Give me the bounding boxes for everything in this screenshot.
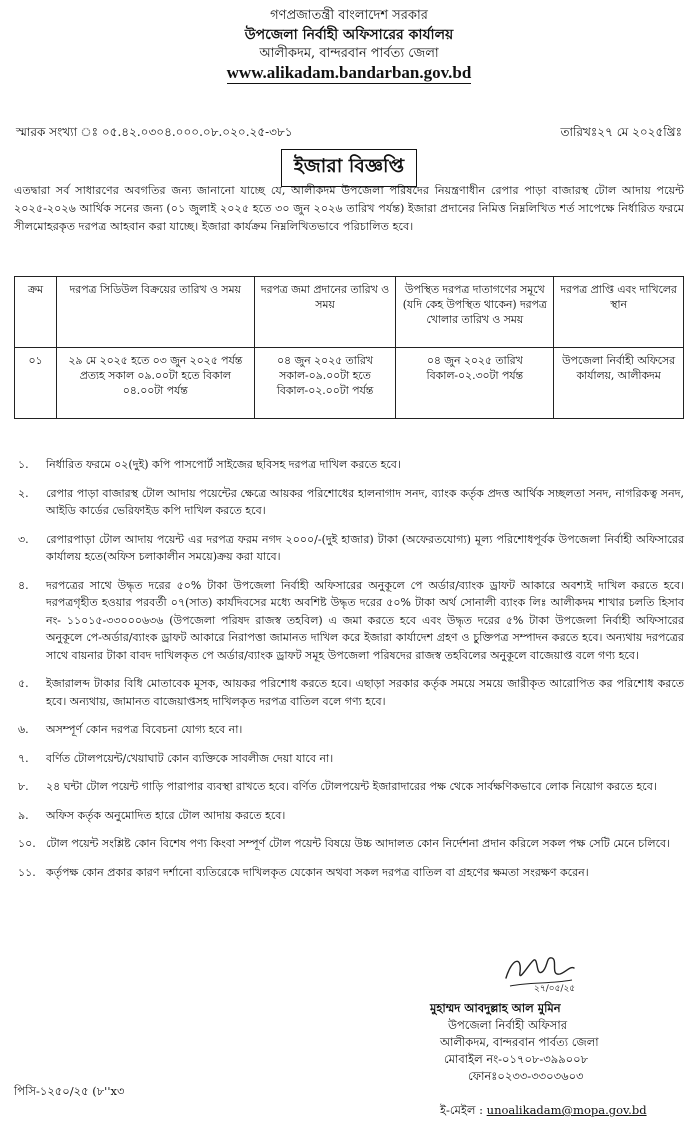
signer-designation: উপজেলা নির্বাহী অফিসার [448,1018,568,1032]
item-number: ১০. [18,837,36,850]
item-number: ৯. [18,808,29,822]
schedule-table [14,276,684,419]
office-name: উপজেলা নির্বাহী অফিসারের কার্যালয় [244,27,454,43]
table-row [15,348,684,419]
item-number: ৫. [18,677,29,690]
signer-email-line [440,1102,647,1121]
table-header-cell: দরপত্র জমা প্রদানের তারিখ ও সময় [254,277,396,348]
list-item [14,675,684,710]
signer-phone: ফোনঃ০২৩৩-৩৩০৩৬০৩ [468,1069,584,1083]
list-item [14,577,684,665]
email-label: ই-মেইল : [440,1103,483,1117]
item-number: ৭. [18,751,29,765]
handwritten-signature [500,950,580,992]
item-number: ৪. [18,578,29,592]
table-cell: উপজেলা নির্বাহী অফিসের কার্যালয়, আলীকদম [554,348,684,419]
email-link[interactable]: unoalikadam@mopa.gov.bd [486,1103,647,1117]
table-header-cell: উপস্থিত দরপত্র দাতাগণের সমূখে (যদি কেহ উপস্থিত থাকেন) দরপত্র খোলার তারিখ ও সময় [396,277,554,348]
item-text: রেপারপাড়া টোল আদায় পয়েন্ট এর দরপত্র ফরম নগদ ২০০০/-(দুই হাজার) টাকা (অফেরতযোগ্য) মূল্য পরিশোধপূর্বক উপজেলা নির্বাহী অফিসারের কার্যালয় হতে(অফিস চলাকালীন সময়ে)ক্রয় করা যাবে। [46,532,684,563]
item-text: নির্ধারিত ফরমে ০২(দুই) কপি পাসপোর্ট সাইজের ছবিসহ দরপত্র দাখিল করতে হবে। [46,458,401,471]
item-number: ১. [18,458,29,471]
office-address: আলীকদম, বান্দরবান পার্বত্য জেলা [259,46,439,61]
signer-block [430,1000,650,1085]
item-text: অসম্পূর্ণ কোন দরপত্র বিবেচনা যোগ্য হবে না। [46,723,243,736]
website-link-wrap [0,63,698,83]
government-name: গণপ্রজাতন্ত্রী বাংলাদেশ সরকার [270,8,428,23]
item-text: দরপত্রের সাথে উদ্ধৃত দরের ৫০% টাকা উপজেলা নির্বাহী অফিসারের অনুকূলে পে অর্ডার/ব্যাংক ড্রাফট আকারে অবশ্যই দাখিল করতে হবে। দরপত্রগৃহীত হওয়ার পরবর্তী ০৭(সাত) কার্যদিবসের মধ্যে অবশিষ্ট উদ্ধৃত দরের ৫০% টাকা অর্থ সোনালী ব্যাংক লিঃ আলীকদম শাখার চলতি হিসাব নং- ১১০১৫-৩৩০০০৬৩৬ (উপজেলা পরিষদ রাজস্ব তহবিল) এ জমা করতে হবে এবং উদ্ধৃত দরের ৫% টাকা উপজেলা নির্বাহী অফিসারের অনুকূলে পে-অর্ডার/ব্যাংক ড্রাফট আকারে নিরাপত্তা জামানত দাখিল করে ইজারা কার্যাদেশ গ্রহণ ও চুক্তিপত্র সম্পাদন করতে হবে। অন্যথায় দরপত্রের সাথে বায়নার টাকা বাবদ দাখিলকৃত পে অর্ডার/ব্যাংক ড্রাফট সমূহ উপজেলা পরিষদের রাজস্ব তহবিলের অনুকূলে বাজেয়াপ্ত বলে গণ্য হবে। [46,578,684,662]
list-item [14,531,684,566]
table-cell: ০৪ জুন ২০২৫ তারিখ সকাল-০৯.০০টা হতে বিকাল-০২.০০টা পর্যন্ত [254,348,396,419]
memo-date: তারিখঃ২৭ মে ২০২৫খ্রিঃ [560,125,682,139]
list-item [14,807,684,825]
item-number: ৮. [18,780,29,793]
table-header-cell: দরপত্র প্রাপ্তি এবং দাখিলের স্থান [554,277,684,348]
item-text: ইজারালব্দ টাকার বিধি মোতাবেক মূসক, আয়কর পরিশোধ করতে হবে। এছাড়া সরকার কর্তৃক সময়ে সময়ে জারীকৃত আরোপিত কর পরিশোধ করতে হবে। অন্যথায়, জামানত বাজেয়াপ্তসহ দাখিলকৃত দরপত্র বাতিল বলে গণ্য হবে। [46,677,684,708]
list-item [14,721,684,739]
item-number: ৩. [18,532,29,546]
item-number: ১১. [18,865,36,879]
table-header-cell: ক্রম [15,277,57,348]
list-item [14,485,684,520]
item-text: অফিস কর্তৃক অনুমোদিত হারে টোল আদায় করতে হবে। [46,808,286,822]
list-item [14,778,684,796]
item-text: বর্ণিত টোলপয়েন্ট/খেয়াঘাট কোন ব্যক্তিকে সাবলীজ দেয়া যাবে না। [46,751,334,765]
table-cell: ০১ [15,348,57,419]
signer-address: আলীকদম, বান্দরবান পার্বত্য জেলা [440,1035,599,1049]
item-text: কর্তৃপক্ষ কোন প্রকার কারণ দর্শানো ব্যতিরেকে দাখিলকৃত যেকোন অথবা সকল দরপত্র বাতিল বা গ্রহণের ক্ষমতা সংরক্ষণ করেন। [46,865,589,879]
table-cell: ২৯ মে ২০২৫ হতে ০৩ জুন ২০২৫ পর্যন্ত প্রত্যহ সকাল ০৯.০০টা হতে বিকাল ০৪.০০টা পর্যন্ত [56,348,254,419]
website-link[interactable]: www.alikadam.bandarban.gov.bd [226,63,472,82]
list-item [14,835,684,853]
notice-title: ইজারা বিজ্ঞপ্তি [281,149,417,187]
table-header-cell: দরপত্র সিডিউল বিক্রয়ের তারিখ ও সময় [56,277,254,348]
signer-mobile: মোবাইল নং-০১৭০৮-৩৯৯০০৮ [444,1052,589,1066]
memo-number: স্মারক সংখ্যা ঃ ০৫.৪২.০৩০৪.০০০.০৮.০২০.২৫-৩৮১ [16,125,293,139]
item-number: ৬. [18,723,29,736]
list-item [14,864,684,882]
list-item [14,456,684,474]
conditions-list [14,456,684,892]
signer-name: মুহাম্মদ আবদুল্লাহ আল মুমিন [430,1001,561,1015]
intro-paragraph: এতদ্বারা সর্ব সাধারণের অবগতির জন্য জানানো যাচ্ছে যে, আলীকদম উপজেলা পরিষদের নিয়ন্ত্রণাধীন রেপার পাড়া বাজারস্থ টোল আদায় পয়েন্ট ২০২৫-২০২৬ আর্থিক সনের জন্য (০১ জুলাই ২০২৫ হতে ৩০ জুন ২০২৬ তারিখ পর্যন্ত) ইজারা প্রদানের নিমিত্ত নিম্নলিখিত শর্ত সাপেক্ষে নির্ধারিত ফরমে সীলমোহরকৃত দরপত্র আহবান করা যাচ্ছে। ইজারা কার্যক্রম নিম্নলিখিতভাবে পরিচালিত হবে। [14,184,684,233]
table-cell: ০৪ জুন ২০২৫ তারিখ বিকাল-০২.৩০টা পর্যন্ত [396,348,554,419]
item-number: ২. [18,486,29,500]
footer-code: পিসি-১২৫০/২৫ (৮''x৩ [14,1084,125,1098]
item-text: টোল পয়েন্ট সংশ্লিষ্ট কোন বিশেষ পণ্য কিংবা সম্পূর্ণ টোল পয়েন্ট বিষয়ে উচ্চ আদালত কোন নির্দেশনা প্রদান করিলে সকল পক্ষ সেটি মেনে চলিবে। [46,837,671,850]
signature-date: ২৭/০৫/২৫ [534,984,576,992]
list-item [14,750,684,768]
item-text: ২৪ ঘন্টা টোল পয়েন্ট গাড়ি পারাপার ব্যবস্থা রাখতে হবে। বর্ণিত টোলপয়েন্ট ইজারাদারের পক্ষ থেকে সার্বক্ষণিকভাবে লোক নিয়োগ করতে হবে। [46,780,657,793]
table-header-row [15,277,684,348]
item-text: রেপার পাড়া বাজারস্থ টোল আদায় পয়েন্টের ক্ষেত্রে আয়কর পরিশোধের হালনাগাদ সনদ, ব্যাংক কর্তৃক প্রদত্ত আর্থিক সচ্ছলতা সনদ, নাগরিকত্ব সনদ, আইডি কার্ডের ভেরিফাইড কপি দাখিল করতে হবে। [46,486,684,517]
